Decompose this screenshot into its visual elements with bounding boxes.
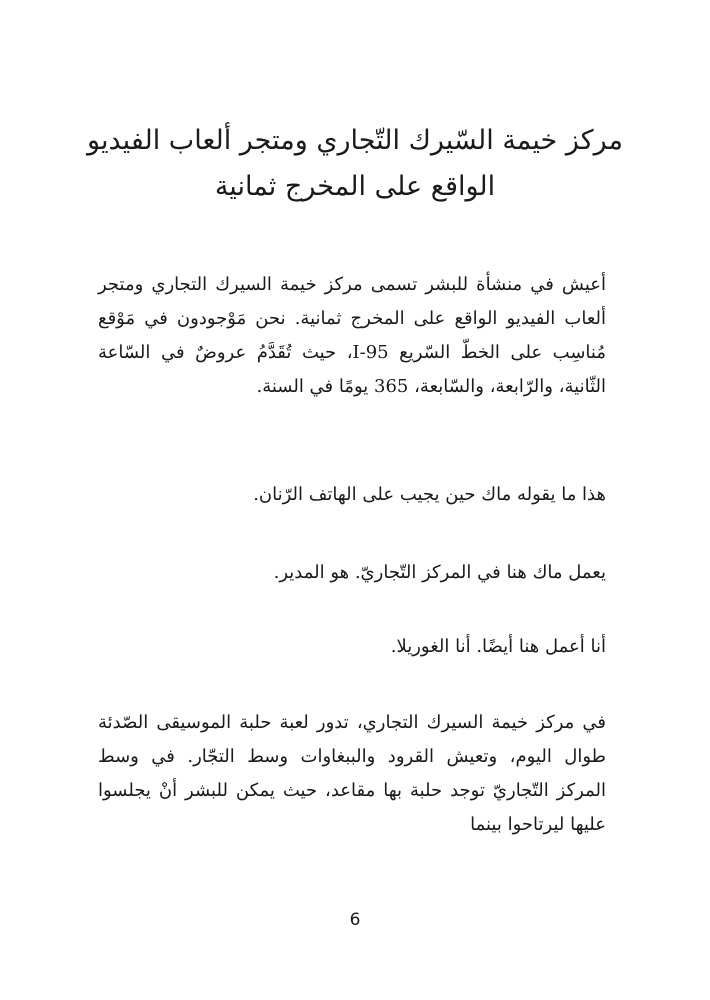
paragraph-mack-manager: يعمل ماك هنا في المركز التّجاريّ. هو المدير.	[273, 562, 606, 583]
chapter-title	[70, 118, 640, 210]
paragraph-mall-description: في مركز خيمة السيرك التجاري، تدور لعبة حلبة الموسيقى الصّدئة طوال اليوم، وتعيش القرود والببغاوات وسط التجّار. في وسط المركز التّجاريّ توجد حلبة بها مقاعد، حيث يمكن للبشر أنْ يجلسوا عليها ليرتاحوا بينما	[98, 712, 607, 835]
chapter-title-line-1: مركز خيمة السّيرك التّجاري ومتجر ألعاب الفيديو	[87, 125, 623, 156]
paragraph-gorilla: أنا أعمل هنا أيضًا. أنا الغوريلا.	[390, 636, 606, 657]
paragraph-mack-phone: هذا ما يقوله ماك حين يجيب على الهاتف الرّنان.	[253, 484, 606, 505]
paragraph-intro: أعيش في منشأة للبشر تسمى مركز خيمة السيرك التجاري ومتجر ألعاب الفيديو الواقع على المخرج ثمانية. نحن مَوْجودون في مَوْقع مُناسِب على الخطّ السّريع 95-I، حيث تُقَدَّمُ عروضٌ في السّاعة الثّانية، والرّابعة، والسّابعة، 365 يومًا في السنة.	[98, 274, 606, 397]
chapter-title-line-2: الواقع على المخرج ثمانية	[214, 171, 496, 202]
page-number: 6	[349, 910, 361, 930]
